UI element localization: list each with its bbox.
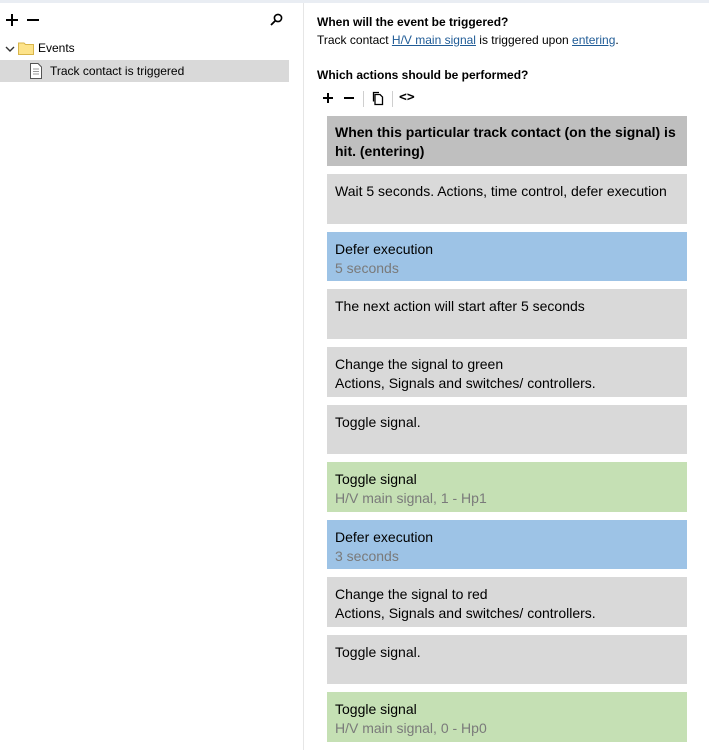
action-card-comment[interactable] [327, 577, 687, 627]
minus-icon [341, 90, 357, 106]
copy-icon [370, 90, 386, 106]
card-detail: H/V main signal, 0 - Hp0 [335, 720, 487, 736]
copy-action-button[interactable] [370, 90, 386, 106]
actions-heading: Which actions should be performed? [317, 68, 529, 82]
add-action-button[interactable] [320, 90, 336, 106]
card-line1: Defer execution [335, 241, 434, 257]
tree-folder-label: Events [38, 41, 75, 55]
card-line1: The next action will start after 5 seconds [335, 298, 585, 314]
plus-icon [4, 12, 20, 28]
toolbar-separator [363, 91, 364, 107]
minus-icon [25, 12, 41, 28]
code-view-button[interactable]: <> [399, 90, 415, 105]
trigger-description [317, 33, 619, 47]
card-line1: Wait 5 seconds. Actions, time control, defer execution [335, 183, 667, 199]
card-detail: 5 seconds [335, 260, 399, 276]
trigger-suffix: . [615, 33, 619, 47]
action-card-trigger[interactable] [327, 116, 687, 166]
action-card-toggle-signal[interactable] [327, 462, 687, 512]
search-button[interactable] [268, 12, 284, 28]
folder-icon [18, 41, 34, 55]
plus-icon [320, 90, 336, 106]
card-line1: Toggle signal [335, 701, 417, 717]
remove-action-button[interactable] [341, 90, 357, 106]
chevron-down-icon[interactable] [4, 43, 16, 55]
trigger-heading: When will the event be triggered? [317, 15, 509, 29]
action-card-toggle-signal[interactable] [327, 692, 687, 742]
action-card-comment[interactable] [327, 405, 687, 454]
event-detail-pane [304, 3, 709, 750]
card-line2: Actions, Signals and switches/ controllers. [335, 605, 596, 621]
events-tree-pane [0, 3, 303, 750]
card-line1: When this particular track contact (on the signal) is [335, 124, 676, 140]
signal-link[interactable]: H/V main signal [391, 33, 476, 47]
document-icon [30, 63, 42, 79]
trigger-middle: is triggered upon [475, 33, 573, 47]
card-line1: Toggle signal. [335, 414, 421, 430]
card-line1: Toggle signal [335, 471, 417, 487]
action-card-comment[interactable] [327, 635, 687, 684]
card-line1: Change the signal to green [335, 356, 504, 372]
search-icon [268, 12, 284, 28]
tree-item-label: Track contact is triggered [50, 64, 185, 78]
action-card-comment[interactable] [327, 347, 687, 397]
remove-event-button[interactable] [25, 12, 41, 28]
card-detail: 3 seconds [335, 548, 399, 564]
card-detail: H/V main signal, 1 - Hp1 [335, 490, 487, 506]
action-card-comment[interactable] [327, 174, 687, 224]
tree-item-track-contact[interactable] [0, 60, 289, 82]
card-line2: hit. (entering) [335, 143, 425, 159]
tree-folder-events[interactable] [0, 38, 289, 59]
trigger-prefix: Track contact [317, 33, 392, 47]
card-line1: Change the signal to red [335, 586, 488, 602]
card-line1: Toggle signal. [335, 644, 421, 660]
toolbar-separator [392, 91, 393, 107]
add-event-button[interactable] [4, 12, 20, 28]
card-line1: Defer execution [335, 529, 434, 545]
card-line2: Actions, Signals and switches/ controllers. [335, 375, 596, 391]
entering-link[interactable]: entering [572, 33, 616, 47]
action-card-comment[interactable] [327, 289, 687, 339]
action-card-defer[interactable] [327, 520, 687, 569]
action-card-defer[interactable] [327, 232, 687, 281]
